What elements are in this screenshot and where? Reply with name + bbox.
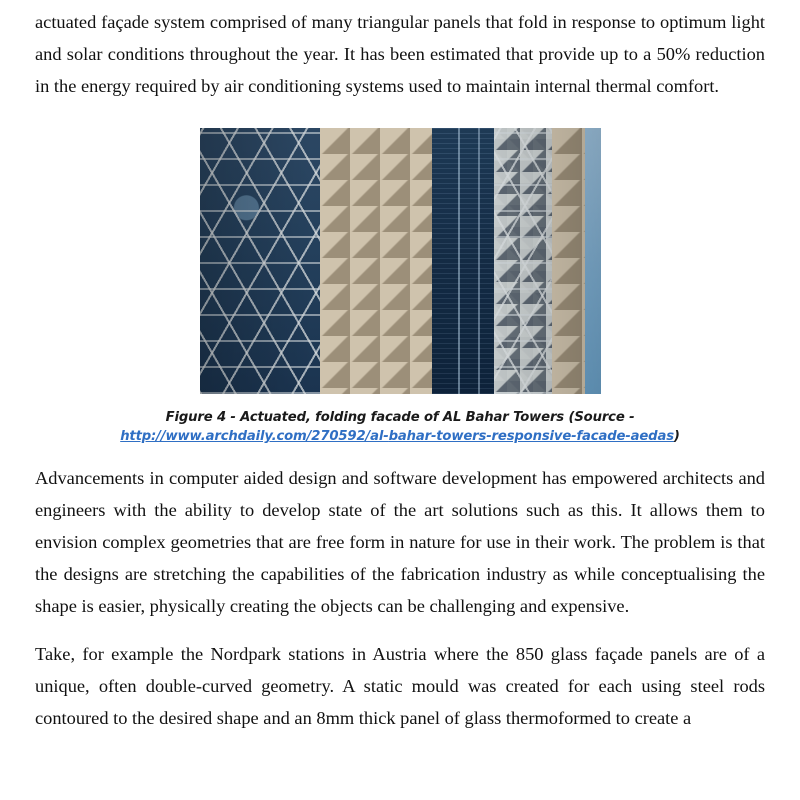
photo-glass-curtain-wall: [432, 128, 494, 394]
al-bahar-towers-photo: [200, 128, 601, 394]
photo-mullion: [478, 128, 480, 394]
paragraph-after-figure: Advancements in computer aided design and software development has empowered architects and engineers with the ability to develop state of the art solutions such as this. It allows them to envision complex geometries that are free form in nature for use in their work. The problem is that the designs are stretching the capabilities of the fabrication industry as while conceptualising the shape is easier, physically creating the objects can be challenging and expensive.: [35, 468, 765, 616]
photo-folded-panels-mid: [320, 128, 438, 394]
photo-triangle-grid-tan: [320, 128, 438, 394]
figure-caption-suffix: ): [673, 429, 680, 444]
figure-source-link-line-2[interactable]: bahar-towers-responsive-facade-aedas: [388, 429, 674, 444]
photo-folded-panels-right: [494, 128, 556, 394]
figure-source-link-line-1[interactable]: http://www.archdaily.com/270592/al-: [120, 429, 389, 444]
photo-hex-screen-right: [494, 128, 556, 394]
photo-sky-strip: [585, 128, 601, 394]
figure-4: [35, 128, 765, 446]
figure-caption-prefix: Figure 4 - Actuated, folding facade of AL Bahar Towers (Source -: [165, 410, 635, 425]
photo-triangle-grid-tan-far: [552, 128, 586, 394]
paragraph-top: actuated façade system comprised of many triangular panels that fold in response to optimum light and solar conditions throughout the year. It has been estimated that provide up to a 50% reduction in the energy required by air conditioning systems used to maintain internal thermal comfort.: [35, 12, 765, 96]
photo-folded-panels-far-right: [552, 128, 586, 394]
paragraph-bottom: Take, for example the Nordpark stations in Austria where the 850 glass façade panels are of a unique, often double-curved geometry. A static mould was created for each using steel rods contoured to the desired shape and an 8mm thick panel of glass thermoformed to create a: [35, 644, 765, 728]
figure-caption: [50, 408, 750, 446]
